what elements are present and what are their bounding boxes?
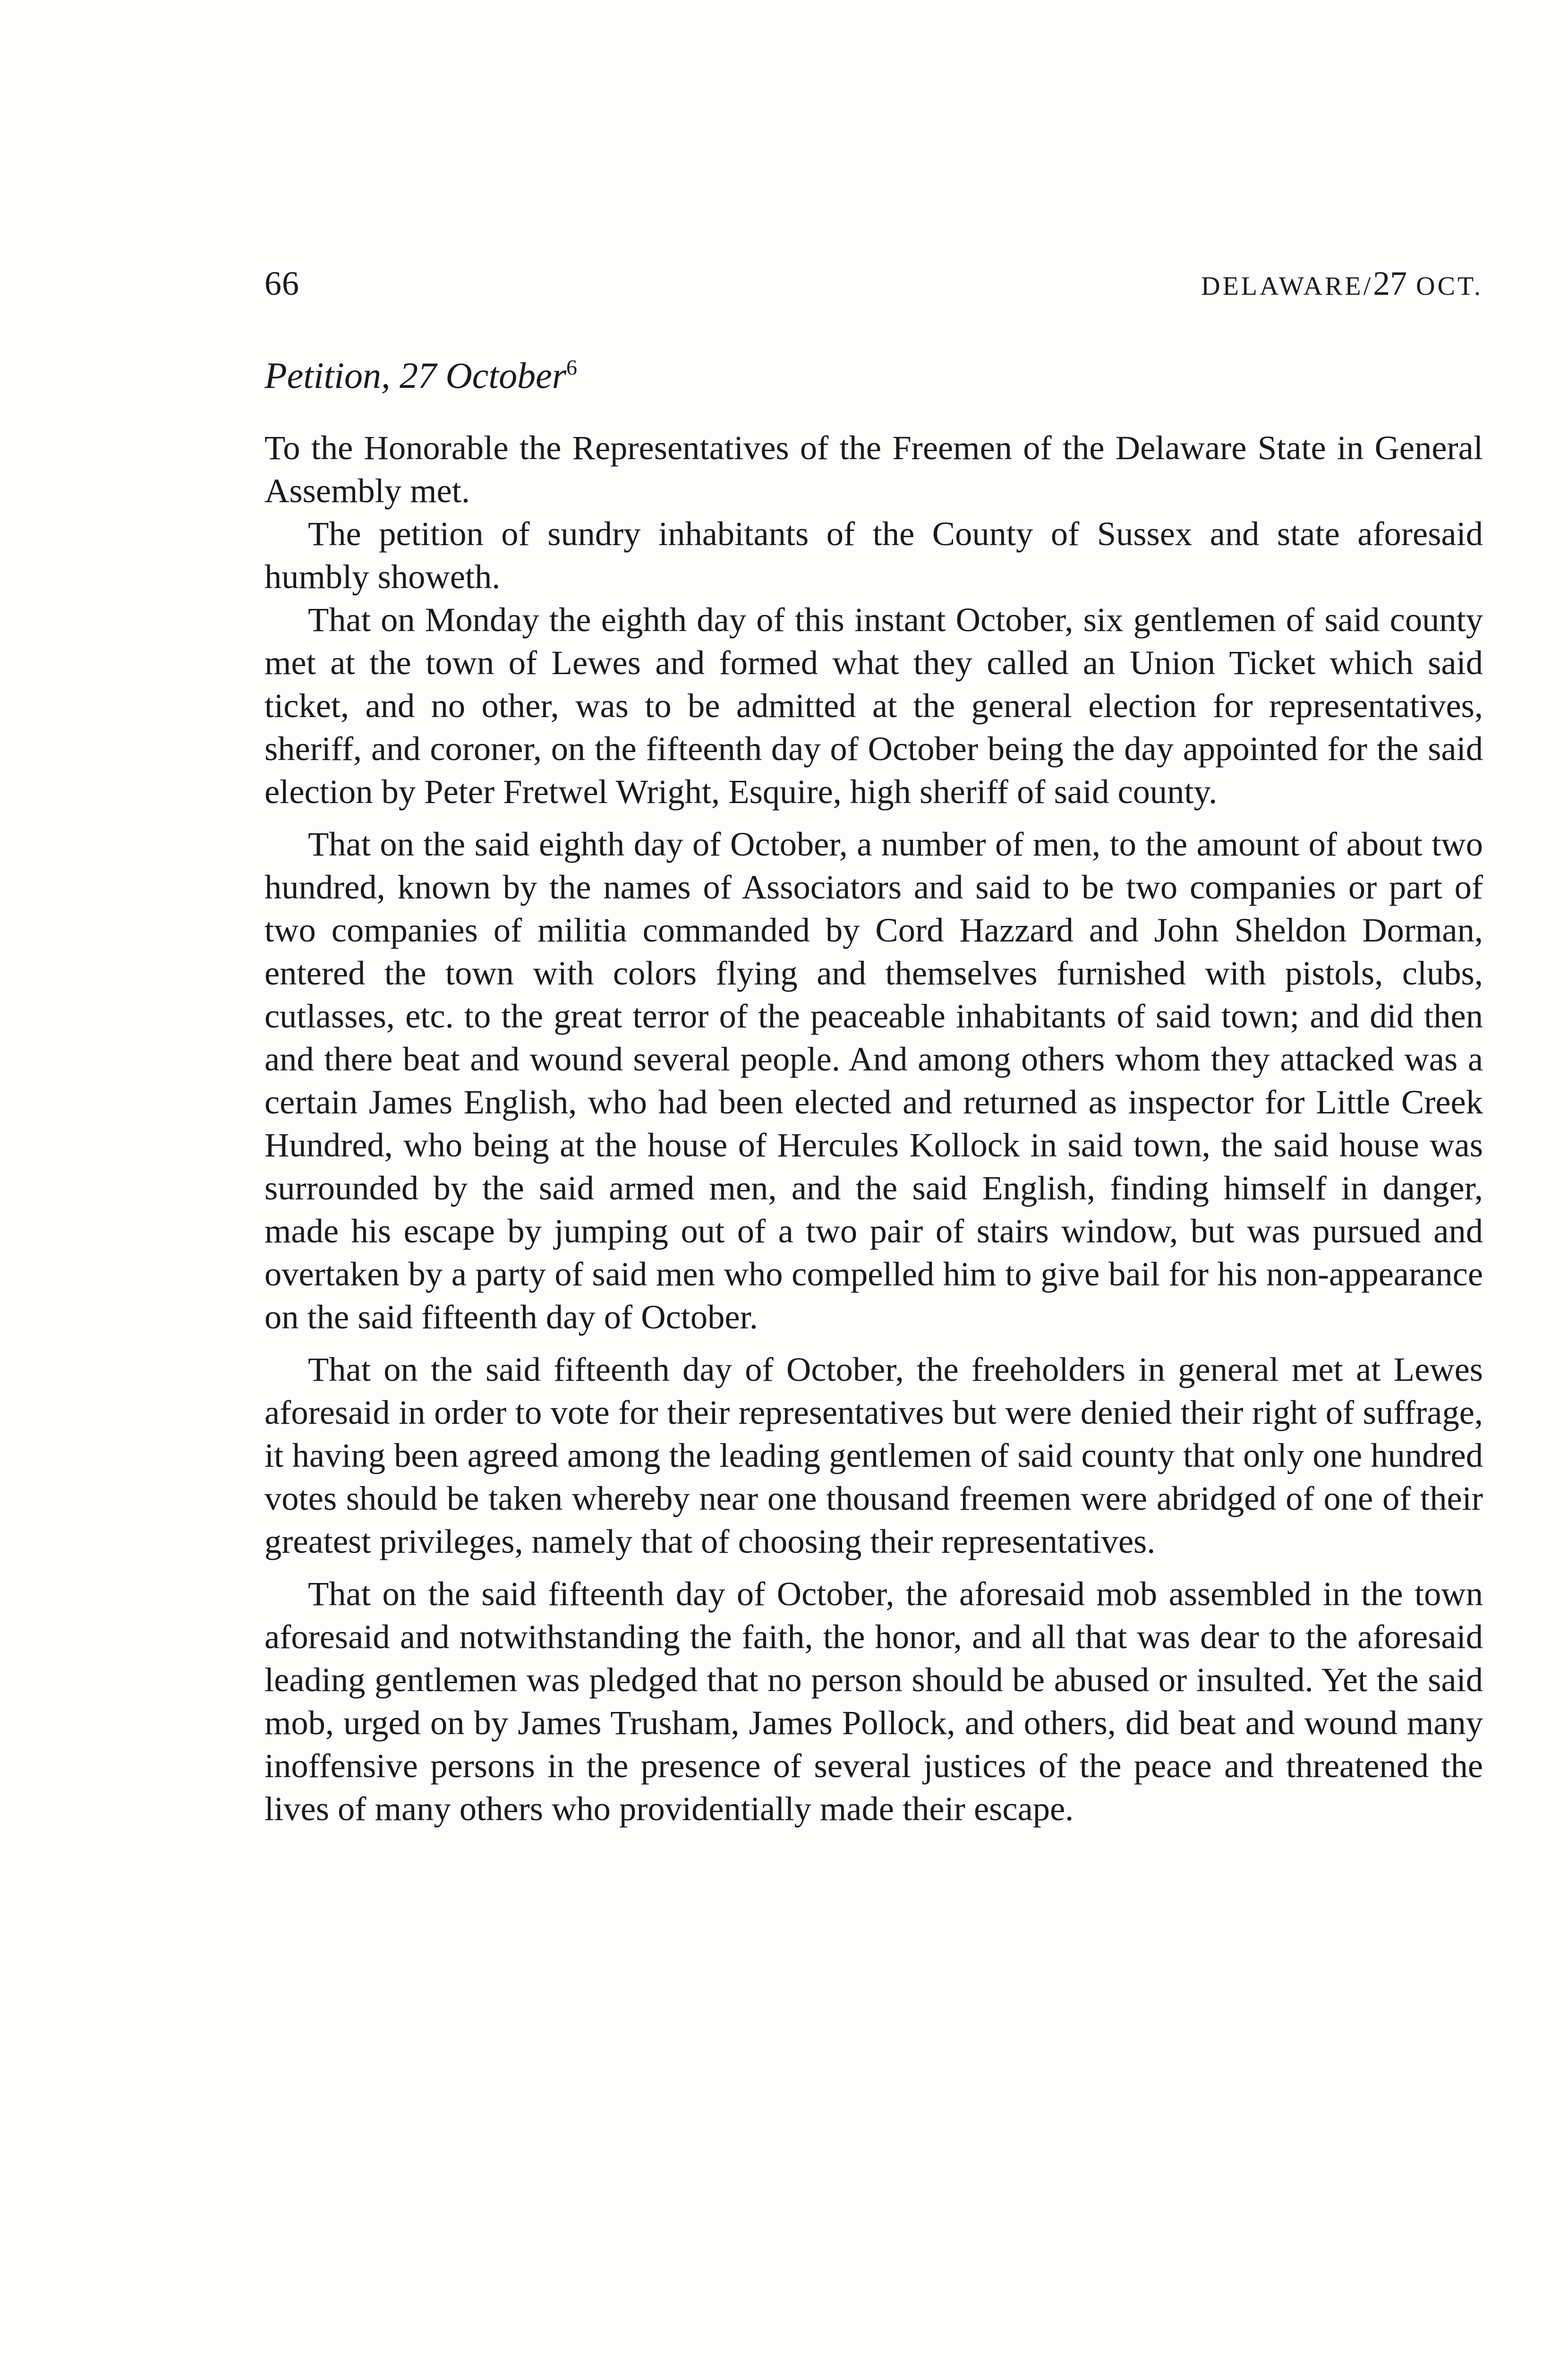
paragraph-union-ticket: That on Monday the eighth day of this instant October, six gentlemen of said county met at the town of Lewes and formed what they called an Union Ticket which said ticket, and no other, was to be admitted at the general election for representatives, sheriff, and coroner, on the fifteenth day of October being the day appointed for the said election by Peter Fretwel Wright, Esquire, high sheriff of said county. [264, 600, 1483, 811]
running-title-number: 27 [1373, 265, 1407, 302]
petition-body [264, 426, 1483, 1830]
paragraph-address: To the Honorable the Representatives of the Freemen of the Delaware State in General Assembly met. [264, 428, 1483, 510]
section-heading-title: Petition, 27 October [264, 355, 567, 396]
running-title-prefix: DELAWARE/ [1201, 272, 1373, 301]
text-block [264, 265, 1483, 1830]
running-title [1201, 265, 1483, 305]
section-heading [264, 354, 1483, 397]
paragraph-mob: That on the said fifteenth day of October, the aforesaid mob assembled in the town aforesaid and notwithstanding the faith, the honor, and all that was dear to the aforesaid leading gentlemen was pledged that no person should be abused or insulted. Yet the said mob, urged on by James Trusham, James Pollock, and others, did beat and wound many inoffensive persons in the presence of several justices of the peace and threatened the lives of many others who providentially made their escape. [264, 1575, 1483, 1828]
footnote-marker: 6 [566, 355, 578, 379]
paragraph-preamble: The petition of sundry inhabitants of the County of Sussex and state aforesaid humbly showeth. [264, 514, 1483, 596]
paragraph-suffrage: That on the said fifteenth day of October, the freeholders in general met at Lewes aforesaid in order to vote for their representatives but were denied their right of suffrage, it having been agreed among the leading gentlemen of said county that only one hundred votes should be taken whereby near one thousand freemen were abridged of one of their greatest privileges, namely that of choosing their representatives. [264, 1350, 1483, 1560]
paragraph-associators: That on the said eighth day of October, a number of men, to the amount of about two hundred, known by the names of Associators and said to be two companies or part of two companies of militia commanded by Cord Hazzard and John Sheldon Dorman, entered the town with colors flying and themselves furnished with pistols, clubs, cutlasses, etc. to the great terror of the peaceable inhabitants of said town; and did then and there beat and wound several people. And among others whom they attacked was a certain James English, who had been elected and returned as inspector for Little Creek Hundred, who being at the house of Hercules Kollock in said town, the said house was surrounded by the said armed men, and the said English, finding himself in danger, made his escape by jumping out of a two pair of stairs window, but was pursued and overtaken by a party of said men who compelled him to give bail for his non-appearance on the said fifteenth day of October. [264, 825, 1483, 1336]
page-number: 66 [264, 265, 299, 302]
running-head [264, 265, 1483, 302]
running-title-suffix: OCT. [1407, 272, 1483, 301]
